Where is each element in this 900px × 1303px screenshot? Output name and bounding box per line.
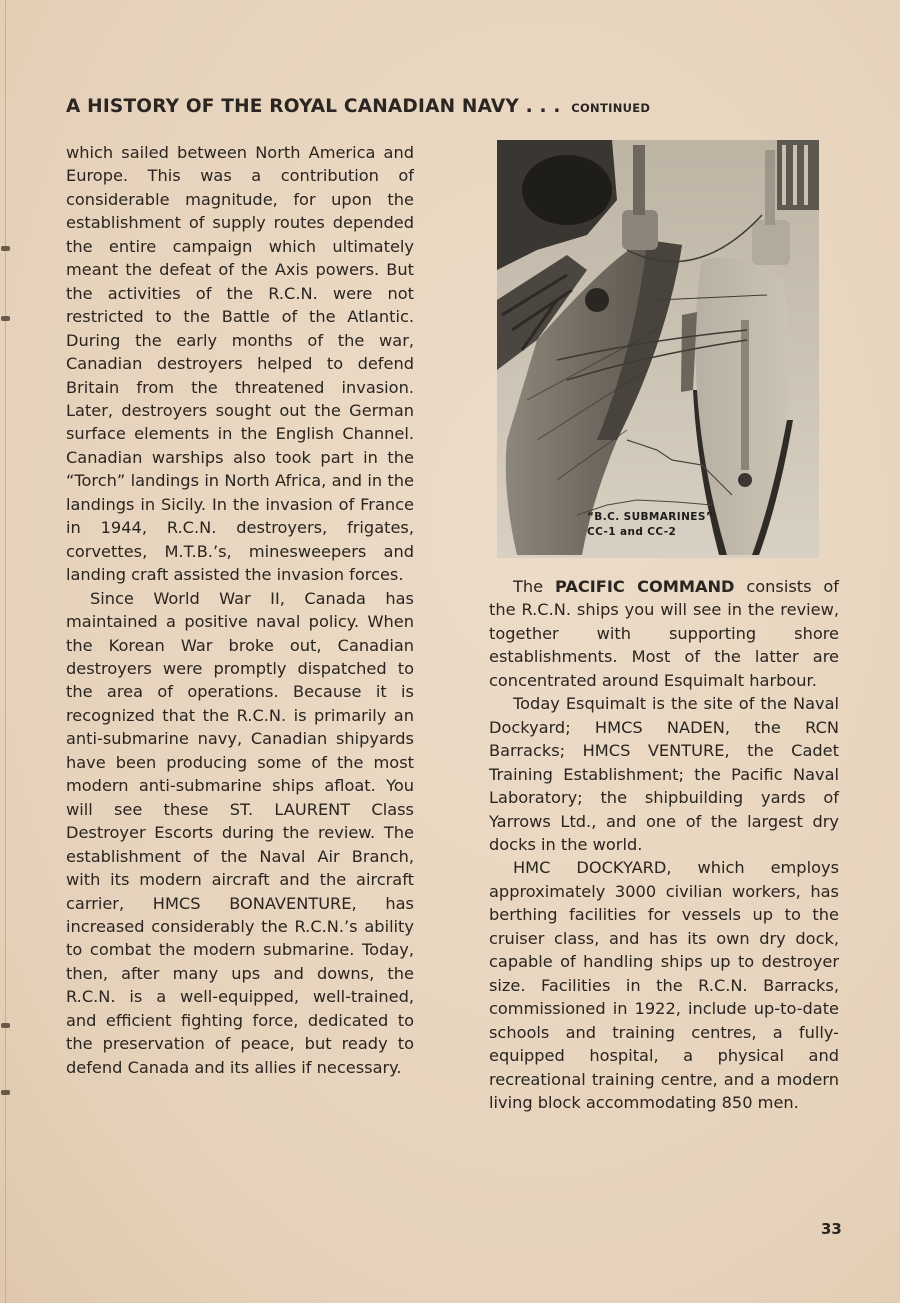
paragraph-text: The bbox=[513, 577, 555, 596]
binding-staple bbox=[1, 1023, 10, 1028]
binding-staple bbox=[1, 316, 10, 321]
submarines-photo bbox=[497, 140, 819, 558]
caption-line: “B.C. SUBMARINES” bbox=[587, 511, 714, 523]
page-number: 33 bbox=[821, 1220, 842, 1238]
photo-caption bbox=[587, 510, 713, 540]
paragraph-text: consists of the R.C.N. ships you will see in the review, together with supporting shore establishments. Most of the latter are concentrated around Esquimalt harbour. bbox=[489, 577, 839, 690]
caption-line: CC-1 and CC-2 bbox=[587, 526, 677, 538]
pacific-command-emphasis: PACIFIC COMMAND bbox=[554, 577, 735, 596]
paragraph: Since World War II, Canada has maintained a positive naval policy. When the Korean War broke out, Canadian destroyers were promptly dispatched to the area of operations. Because it is recognized that the R.C.N. is primarily an anti-submarine navy, Canadian shipyards have been producing some of the most modern anti-submarine ships afloat. You will see these ST. LAURENT Class Destroyer Escorts during the review. The establishment of the Naval Air Branch, with its modern aircraft and the aircraft carrier, HMCS BONAVENTURE, has increased considerably the R.C.N.’s ability to combat the modern submarine. Today, then, after many ups and downs, the R.C.N. is a well-equipped, well-trained, and efficient fighting force, dedicated to the preservation of peace, but ready to defend Canada and its allies if necessary. bbox=[66, 588, 414, 1077]
running-header bbox=[66, 96, 650, 117]
binding-staple bbox=[1, 1090, 10, 1095]
binding-staple bbox=[1, 246, 10, 251]
paragraph: which sailed between North America and Europe. This was a contribution of considerable magnitude, for upon the establishment of supply routes depended the entire campaign which ultimately meant the defeat of the Axis powers. But the activities of the R.C.N. were not restricted to the Battle of the Atlantic. During the early months of the war, Canadian destroyers helped to defend Britain from the threatened invasion. Later, destroyers sought out the German surface elements in the English Channel. Canadian warships also took part in the “Torch” landings in North Africa, and in the landings in Sicily. In the invasion of France in 1944, R.C.N. destroyers, frigates, corvettes, M.T.B.’s, minesweepers and landing craft assisted the invasion forces. bbox=[66, 143, 414, 585]
left-column bbox=[66, 141, 414, 1079]
header-continued: CONTINUED bbox=[571, 101, 651, 115]
paragraph: HMC DOCKYARD, which employs approximately 3000 civilian workers, has berthing facilities for vessels up to the cruiser class, and has its own dry dock, capable of handling ships up to destroyer size. Facilities in the R.C.N. Barracks, commissioned in 1922, include up-to-date schools and training centres, a fully-equipped hospital, a physical and recreational training centre, and a modern living block accommodating 850 men. bbox=[489, 858, 839, 1112]
header-title: A HISTORY OF THE ROYAL CANADIAN NAVY . . . bbox=[66, 96, 561, 117]
right-column bbox=[489, 575, 839, 1114]
binding-edge bbox=[5, 0, 6, 1303]
photo-illustration bbox=[497, 140, 819, 558]
paragraph bbox=[489, 575, 839, 692]
paragraph: Today Esquimalt is the site of the Naval Dockyard; HMCS NADEN, the RCN Barracks; HMCS VENTURE, the Cadet Training Establishment; the Pacific Naval Laboratory; the shipbuilding yards of Yarrows Ltd., and one of the largest dry docks in the world. bbox=[489, 694, 839, 854]
